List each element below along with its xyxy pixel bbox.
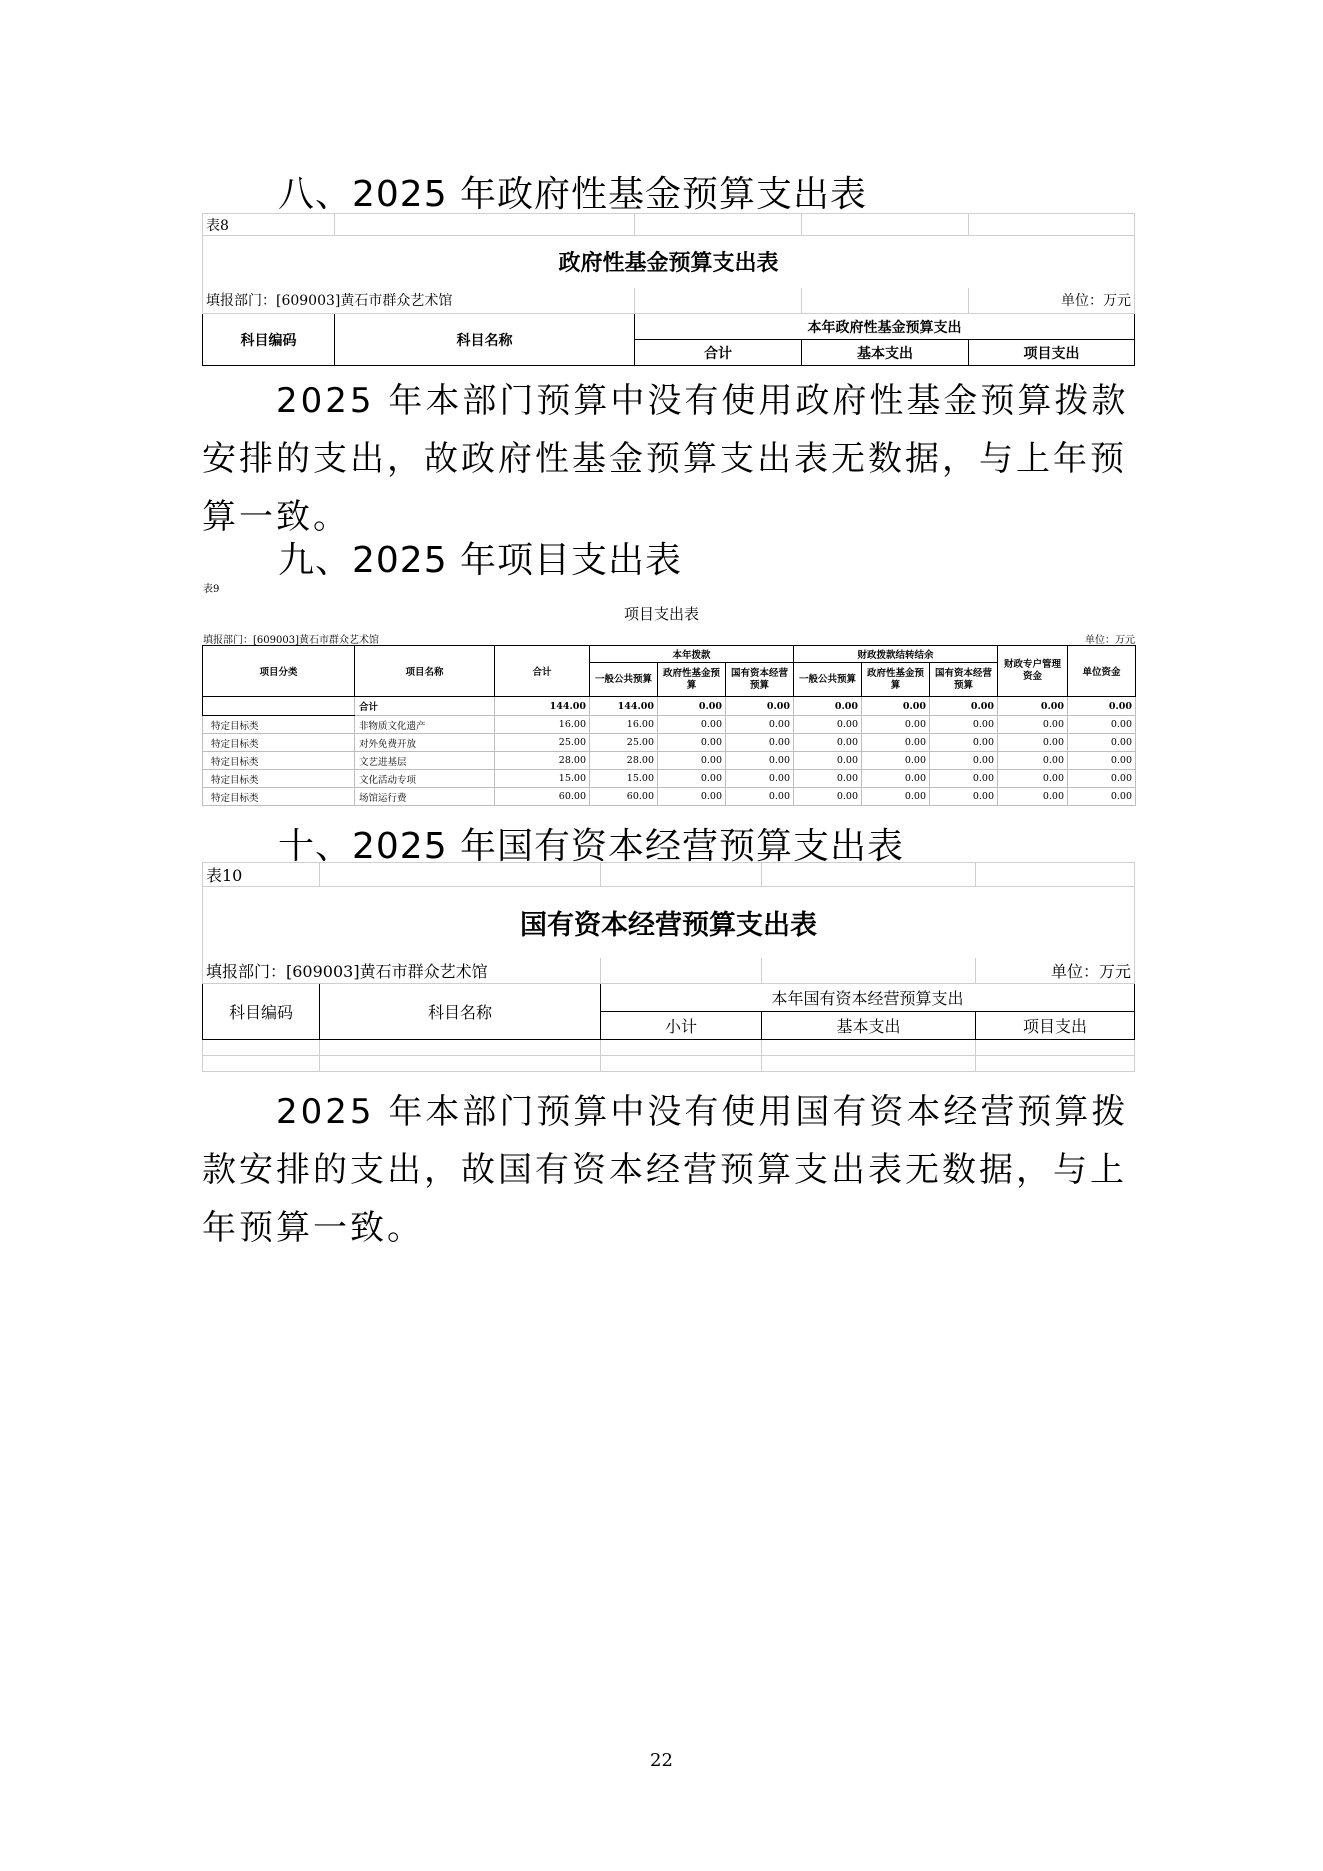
- table-9-sub-col: 国有资本经营预算: [930, 663, 998, 697]
- table-8-col-basic: 基本支出: [802, 340, 969, 366]
- table-10-number: 表10: [203, 863, 320, 887]
- cell: 0.00: [726, 716, 794, 734]
- table-9-col-special: 财政专户管理资金: [998, 646, 1068, 697]
- table-9-col-category: 项目分类: [203, 646, 355, 697]
- cell: 对外免费开放: [355, 734, 495, 752]
- table-row-total: [203, 697, 1136, 716]
- table-9-sub-col: 政府性基金预算: [658, 663, 726, 697]
- cell: 0.00: [998, 716, 1068, 734]
- cell: 0.00: [862, 752, 930, 770]
- cell: 28.00: [590, 752, 658, 770]
- cell: 0.00: [930, 734, 998, 752]
- cell: 文化活动专项: [355, 770, 495, 788]
- table-row: [203, 788, 1136, 806]
- cell: 0.00: [794, 770, 862, 788]
- cell: 0.00: [658, 734, 726, 752]
- cell: 0.00: [794, 788, 862, 806]
- table-8: [202, 213, 1135, 366]
- table-8-number: 表8: [203, 214, 335, 236]
- cell: 0.00: [726, 752, 794, 770]
- table-9-group-carryover: 财政拨款结转结余: [794, 646, 998, 663]
- cell: 特定目标类: [203, 716, 355, 734]
- cell: 0.00: [794, 697, 862, 716]
- cell: 25.00: [590, 734, 658, 752]
- section-10-heading: 十、2025 年国有资本经营预算支出表: [278, 826, 905, 867]
- cell: 0.00: [862, 734, 930, 752]
- table-10-col-basic: 基本支出: [762, 1012, 976, 1040]
- table-row: [203, 752, 1136, 770]
- table-8-group-header: 本年政府性基金预算支出: [635, 314, 1135, 340]
- cell: 0.00: [862, 697, 930, 716]
- section-8-note: 2025 年本部门预算中没有使用政府性基金预算拨款安排的支出，故政府性基金预算支出表无数据，与上年预算一致。: [202, 381, 1129, 537]
- cell: 0.00: [1068, 716, 1136, 734]
- cell: 0.00: [998, 752, 1068, 770]
- total-label: 合计: [355, 697, 495, 716]
- table-10-col-subtotal: 小计: [601, 1012, 762, 1040]
- table-row: [203, 770, 1136, 788]
- cell: 0.00: [658, 752, 726, 770]
- cell: 0.00: [930, 788, 998, 806]
- cell: 60.00: [590, 788, 658, 806]
- cell: 0.00: [658, 697, 726, 716]
- table-9-group-current: 本年拨款: [590, 646, 794, 663]
- cell: 0.00: [1068, 788, 1136, 806]
- cell: 0.00: [726, 788, 794, 806]
- cell: 0.00: [1068, 734, 1136, 752]
- cell: 特定目标类: [203, 788, 355, 806]
- table-8-col-project: 项目支出: [969, 340, 1135, 366]
- cell: 16.00: [495, 716, 590, 734]
- section-8-heading: 八、2025 年政府性基金预算支出表: [278, 174, 868, 215]
- cell: 非物质文化遗产: [355, 716, 495, 734]
- cell: 15.00: [590, 770, 658, 788]
- section-9-heading: 九、2025 年项目支出表: [278, 540, 683, 581]
- cell: 文艺进基层: [355, 752, 495, 770]
- table-9-col-name: 项目名称: [355, 646, 495, 697]
- cell: 0.00: [726, 697, 794, 716]
- table-10-title: 国有资本经营预算支出表: [203, 887, 1135, 958]
- table-10: [202, 862, 1135, 1072]
- cell: 60.00: [495, 788, 590, 806]
- table-row: [203, 734, 1136, 752]
- cell: 0.00: [998, 697, 1068, 716]
- cell: 16.00: [590, 716, 658, 734]
- table-9-col-unit-funds: 单位资金: [1068, 646, 1136, 697]
- cell: 特定目标类: [203, 752, 355, 770]
- cell: 0.00: [998, 788, 1068, 806]
- table-9: [202, 645, 1136, 806]
- table-9-unit: 单位：万元: [1085, 635, 1135, 646]
- cell: 0.00: [1068, 752, 1136, 770]
- table-9-sub-col: 国有资本经营预算: [726, 663, 794, 697]
- cell: 25.00: [495, 734, 590, 752]
- cell: 场馆运行费: [355, 788, 495, 806]
- cell: 0.00: [726, 734, 794, 752]
- table-10-dept: 填报部门：[609003]黄石市群众艺术馆: [203, 958, 601, 984]
- cell: 0.00: [658, 788, 726, 806]
- cell: 0.00: [658, 770, 726, 788]
- table-8-unit: 单位：万元: [969, 288, 1135, 314]
- table-9-sub-col: 一般公共预算: [590, 663, 658, 697]
- cell: 0.00: [930, 752, 998, 770]
- page-number: 22: [650, 1750, 673, 1771]
- table-9-sub-col: 政府性基金预算: [862, 663, 930, 697]
- cell: 特定目标类: [203, 770, 355, 788]
- table-10-col-name: 科目名称: [320, 984, 601, 1040]
- table-9-sub-col: 一般公共预算: [794, 663, 862, 697]
- cell: 0.00: [862, 788, 930, 806]
- table-10-unit: 单位：万元: [976, 958, 1135, 984]
- table-9-dept: 填报部门：[609003]黄石市群众艺术馆: [203, 635, 379, 646]
- cell: 144.00: [495, 697, 590, 716]
- table-8-col-total: 合计: [635, 340, 802, 366]
- cell: 0.00: [794, 716, 862, 734]
- section-10-note: 2025 年本部门预算中没有使用国有资本经营预算拨款安排的支出，故国有资本经营预算支出表无数据，与上年预算一致。: [202, 1092, 1129, 1248]
- cell: 0.00: [1068, 770, 1136, 788]
- cell: 144.00: [590, 697, 658, 716]
- cell: 0.00: [794, 734, 862, 752]
- cell: 0.00: [930, 770, 998, 788]
- table-9-col-total: 合计: [495, 646, 590, 697]
- cell: 0.00: [998, 734, 1068, 752]
- cell: 0.00: [930, 716, 998, 734]
- cell: 0.00: [726, 770, 794, 788]
- cell: 特定目标类: [203, 734, 355, 752]
- cell: 0.00: [794, 752, 862, 770]
- table-9-number: 表9: [203, 584, 220, 595]
- cell: 0.00: [930, 697, 998, 716]
- table-8-title: 政府性基金预算支出表: [203, 236, 1135, 288]
- cell: 0.00: [658, 716, 726, 734]
- cell: 0.00: [862, 716, 930, 734]
- table-row: [203, 716, 1136, 734]
- table-10-col-project: 项目支出: [976, 1012, 1135, 1040]
- table-10-col-code: 科目编码: [203, 984, 320, 1040]
- cell: 28.00: [495, 752, 590, 770]
- cell: 0.00: [998, 770, 1068, 788]
- table-9-title: 项目支出表: [623, 605, 699, 623]
- table-8-col-name: 科目名称: [335, 314, 635, 366]
- cell: 15.00: [495, 770, 590, 788]
- table-8-col-code: 科目编码: [203, 314, 335, 366]
- table-8-dept: 填报部门：[609003]黄石市群众艺术馆: [203, 288, 635, 314]
- cell: 0.00: [862, 770, 930, 788]
- cell: 0.00: [1068, 697, 1136, 716]
- table-10-group-header: 本年国有资本经营预算支出: [601, 984, 1135, 1012]
